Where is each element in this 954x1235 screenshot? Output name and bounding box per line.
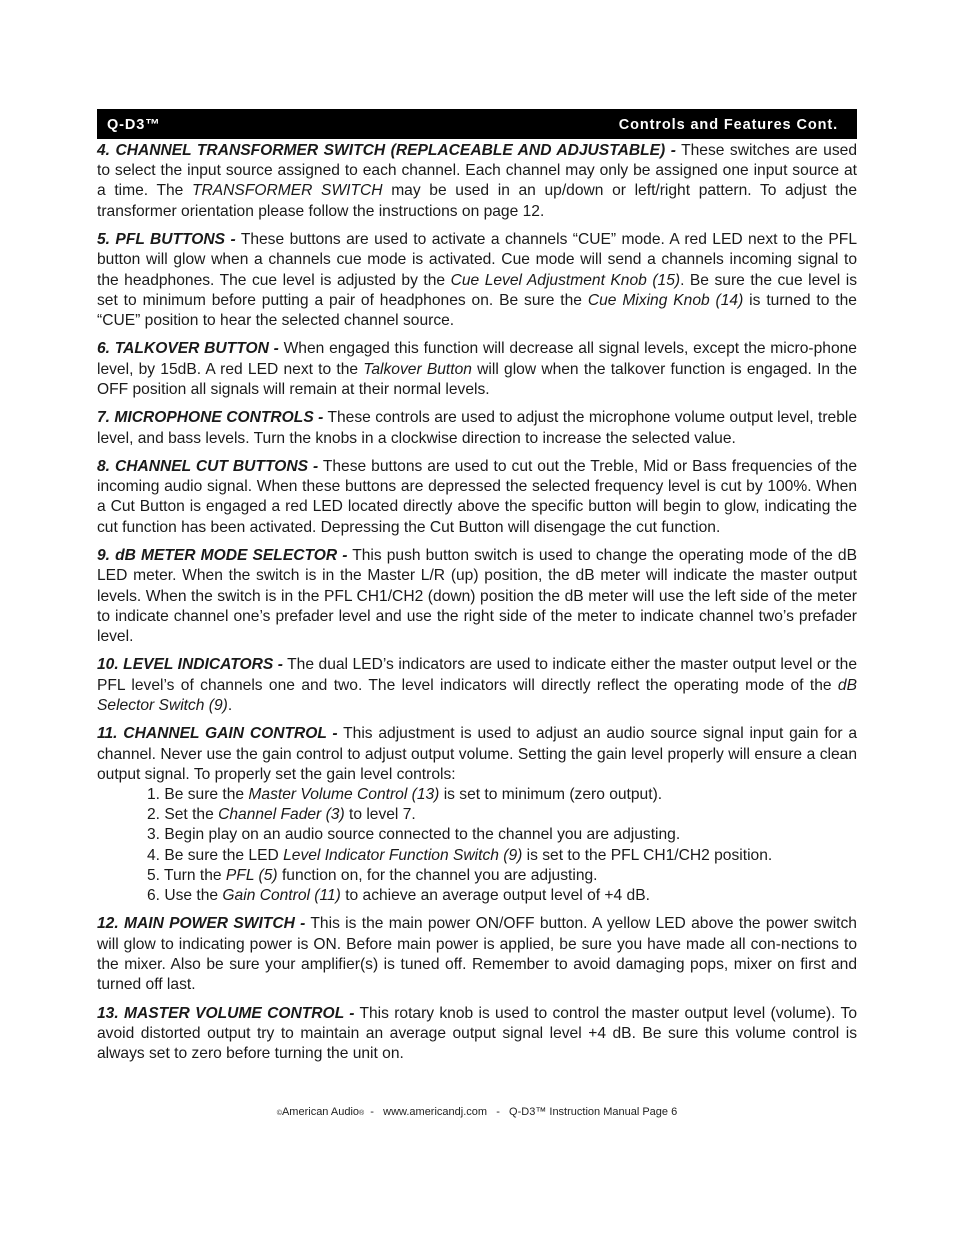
manual-content — [97, 141, 857, 1073]
section-heading: 5. PFL BUTTONS - — [97, 231, 236, 249]
section-italic-ref: Cue Mixing Knob (14) — [587, 291, 744, 309]
registered-symbol: ® — [359, 1110, 365, 1117]
step-text: to level 7. — [344, 806, 416, 824]
step-text: 6. Use the — [147, 886, 223, 904]
step-text: 2. Set the — [147, 806, 219, 824]
step-text: to achieve an average output level of +4 dB. — [340, 886, 650, 904]
gain-steps-list — [97, 785, 857, 906]
section-text: This is the main power ON/OFF button. A yellow LED above the power switch will glow to indicating power is ON. Before main power is applied, be sure you have made all con-nections to the mixer. Also be sure your amplifier(s) is tuned off. Remember to avoid damaging pops, mixer on first and turned off last. — [97, 915, 857, 994]
copyright-symbol: © — [276, 1110, 282, 1117]
section-text: will glow when the talkover function is engaged. In the OFF position all signals will remain at their normal levels. — [97, 360, 857, 398]
section-heading: 8. CHANNEL CUT BUTTONS - — [97, 458, 319, 476]
section-text: These switches are used to select the input source assigned to each channel. Each channel may only be assigned one input source at a time. The — [97, 142, 857, 200]
section-heading: 7. MICROPHONE CONTROLS - — [97, 409, 324, 427]
section-main-power-switch — [97, 914, 857, 995]
section-channel-gain-control — [97, 724, 857, 906]
section-title: Controls and Features Cont. — [618, 117, 838, 133]
list-item — [147, 886, 857, 906]
section-heading: 6. TALKOVER BUTTON - — [97, 340, 279, 358]
section-level-indicators — [97, 655, 857, 716]
section-heading: 9. dB METER MODE SELECTOR - — [97, 547, 348, 565]
section-text: This adjustment is used to adjust an audio source signal input gain for a channel. Never use the gain control to adjust output volume. Setting the gain level properly will ensure a clean output signal. To properly set the gain level controls: — [97, 725, 857, 783]
section-italic-ref: Cue Level Adjustment Knob (15) — [450, 271, 681, 289]
section-heading: 10. LEVEL INDICATORS - — [97, 656, 283, 674]
section-master-volume-control — [97, 1004, 857, 1065]
step-text: function on, for the channel you are adjusting. — [277, 866, 598, 884]
footer-brand: American Audio — [281, 1106, 360, 1118]
step-text: 4. Be sure the LED — [147, 846, 284, 864]
section-microphone-controls — [97, 408, 857, 448]
page-footer — [0, 1106, 954, 1118]
list-item — [147, 825, 857, 845]
section-italic-ref: Talkover Button — [363, 360, 472, 378]
step-text: 3. Begin play on an audio source connected to the channel you are adjusting. — [147, 826, 681, 844]
step-italic-ref: Level Indicator Function Switch (9) — [283, 846, 523, 864]
step-text: is set to the PFL CH1/CH2 position. — [522, 846, 773, 864]
step-italic-ref: Gain Control (11) — [222, 886, 341, 904]
section-text: When engaged this function will decrease all signal levels, except the micro-phone level, by 15dB. A red LED next to the — [97, 340, 857, 378]
section-channel-cut-buttons — [97, 457, 857, 538]
section-pfl-buttons — [97, 230, 857, 331]
section-channel-transformer-switch — [97, 141, 857, 222]
section-db-meter-mode-selector — [97, 546, 857, 647]
section-heading: 13. MASTER VOLUME CONTROL - — [97, 1004, 355, 1022]
list-item — [147, 866, 857, 886]
step-text: 5. Turn the — [147, 866, 226, 884]
section-text: These buttons are used to cut out the Treble, Mid or Bass frequencies of the incoming audio signal. When these buttons are depressed the selected frequency level is cut by 100%. When a Cut Button is engaged a red LED located directly above the specific button will begin to glow, indicating the cut function has been activated. Depressing the Cut Button will disengage the cut function. — [97, 458, 858, 536]
section-text: These buttons are used to activate a channels “CUE” mode. A red LED next to the PFL button will glow when a channels cue mode is activated. Cue mode will send a channels incoming signal to the headphones. The cue level is adjusted by the — [97, 231, 857, 289]
section-text: The dual LED’s indicators are used to indicate either the master output level or the PFL level’s of channels one and two. The level indicators will directly reflect the operating mode of the — [97, 656, 857, 694]
section-heading: 12. MAIN POWER SWITCH - — [97, 915, 306, 933]
step-text: 1. Be sure the — [147, 785, 249, 803]
list-item — [147, 846, 857, 866]
page-header-bar — [97, 109, 857, 139]
section-text: is turned to the “CUE” position to hear the selected channel source. — [97, 291, 857, 329]
step-italic-ref: Master Volume Control (13) — [248, 785, 440, 803]
step-italic-ref: Channel Fader (3) — [218, 806, 345, 824]
footer-text: - www.americandj.com - Q-D3™ Instruction Manual Page 6 — [364, 1106, 678, 1118]
section-heading: 11. CHANNEL GAIN CONTROL - — [97, 725, 338, 743]
section-italic-ref: dB Selector Switch (9) — [97, 676, 857, 714]
model-label: Q-D3™ — [107, 117, 161, 133]
list-item — [147, 785, 857, 805]
step-text: is set to minimum (zero output). — [439, 785, 663, 803]
section-italic-ref: TRANSFORMER SWITCH — [191, 182, 383, 200]
section-text: may be used in an up/down or left/right pattern. To adjust the transformer orientation please follow the instructions on page 12. — [97, 182, 857, 220]
section-text: This rotary knob is used to control the master output level (volume). To avoid distorted output try to maintain an average output signal level +4 dB. Be sure this volume control is always set to zero before turning the unit on. — [97, 1004, 857, 1062]
step-italic-ref: PFL (5) — [225, 866, 278, 884]
section-talkover-button — [97, 339, 857, 400]
list-item — [147, 805, 857, 825]
section-heading: 4. CHANNEL TRANSFORMER SWITCH (REPLACEABLE AND ADJUSTABLE) - — [97, 142, 676, 159]
section-text: This push button switch is used to change the operating mode of the dB LED meter. When the switch is in the Master L/R (up) position, the dB meter will indicate the master output levels. When the switch is in the PFL CH1/CH2 (down) position the dB meter will use the left side of the meter to indicate channel one’s prefader level and use the right side of the meter to indicate channel two’s prefader level. — [97, 547, 857, 645]
section-text: . — [227, 696, 233, 714]
section-text: . Be sure the cue level is set to minimum before putting a pair of headphones on. Be sure the — [97, 271, 857, 309]
section-text: These controls are used to adjust the microphone volume output level, treble level, and bass levels. Turn the knobs in a clockwise direction to increase the selected value. — [97, 409, 858, 447]
